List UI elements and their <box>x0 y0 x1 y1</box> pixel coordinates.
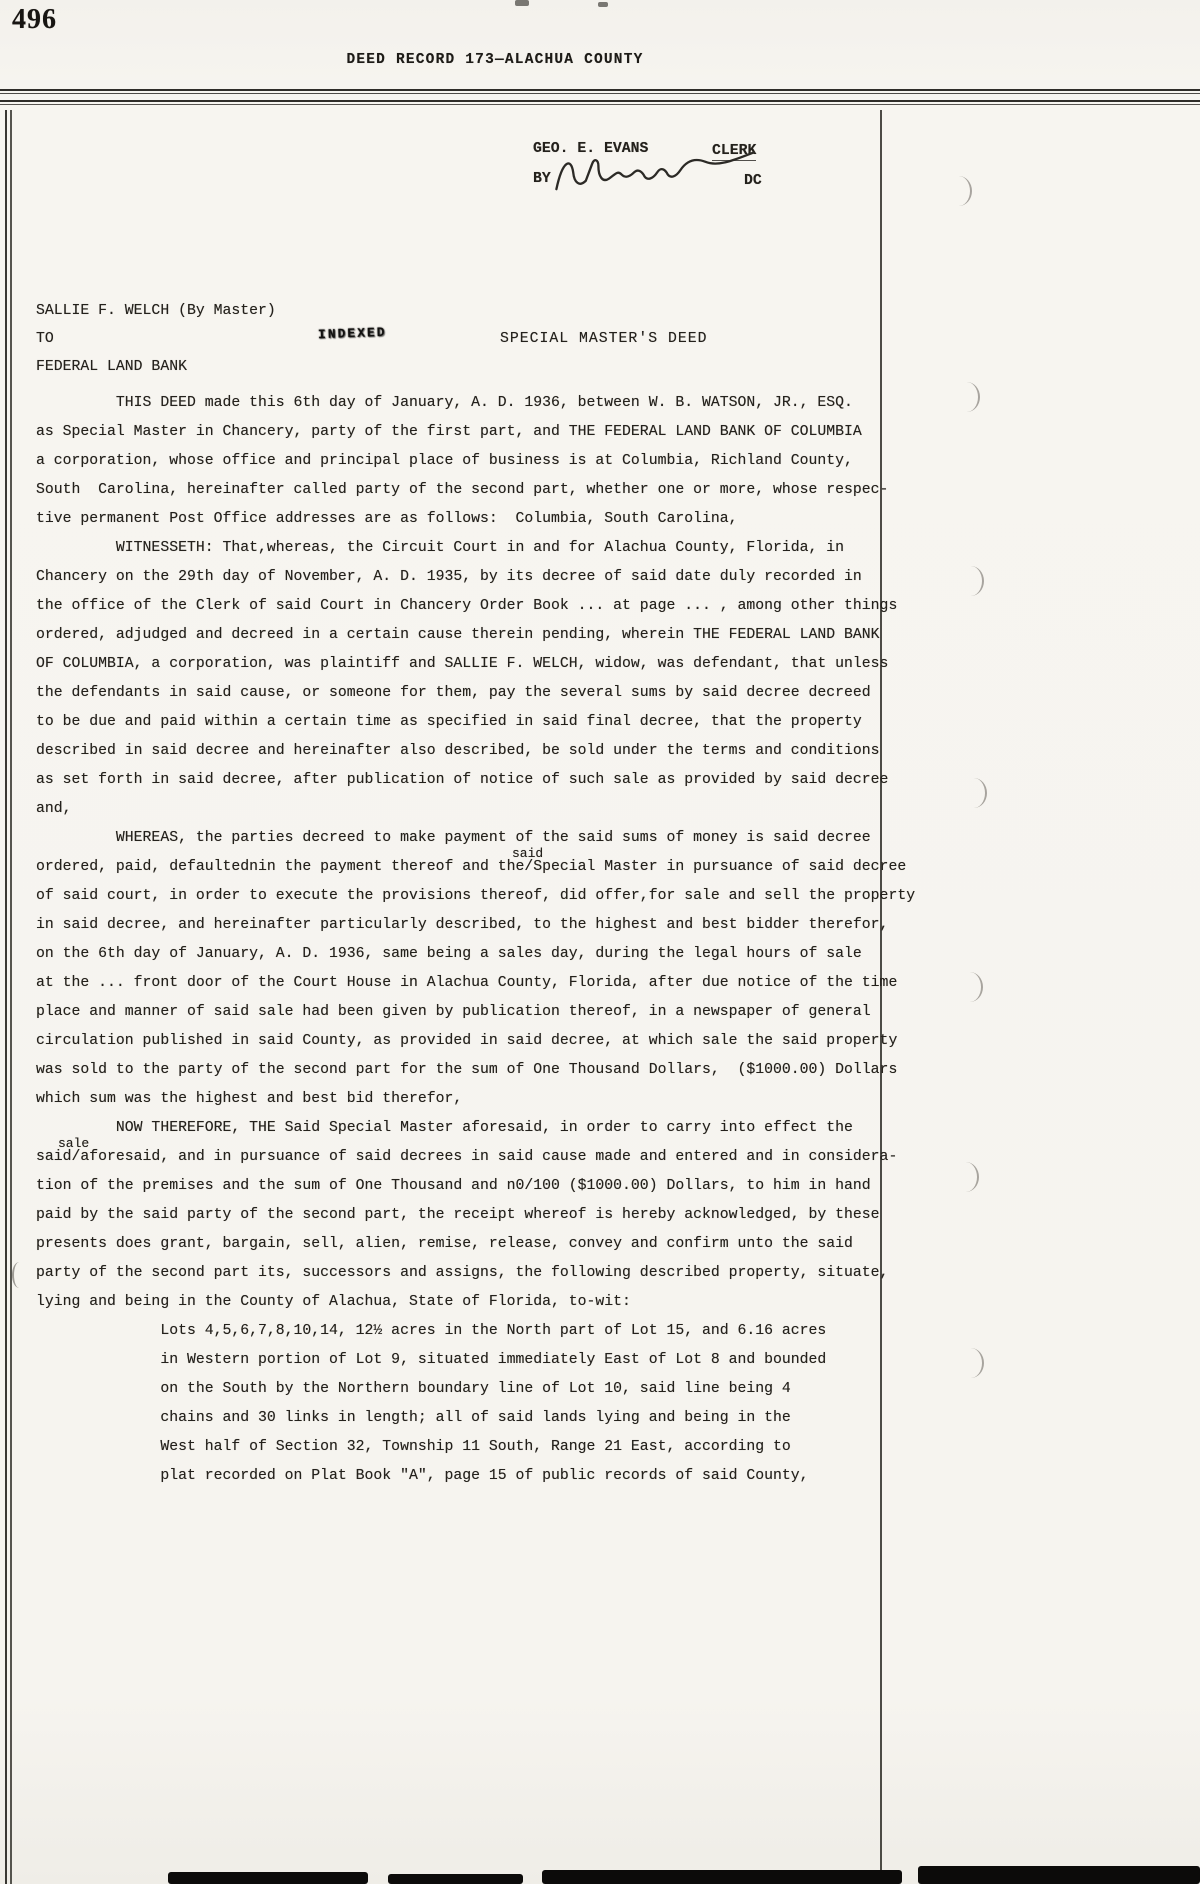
body-line: WHEREAS, the parties decreed to make payment of the said sums of money is said decree <box>36 830 871 846</box>
header-rule-bottom <box>0 100 1200 102</box>
header-rule-bottom-thin <box>0 104 1200 105</box>
to-label: TO <box>36 331 54 347</box>
body-line: West half of Section 32, Township 11 South, Range 21 East, according to <box>36 1439 791 1455</box>
body-line: of said court, in order to execute the provisions thereof, did offer,for sale and sell the property <box>36 888 916 904</box>
scan-edge-shadow <box>388 1874 523 1884</box>
interlineation-sale: sale <box>58 1136 90 1151</box>
body-line: party of the second part its, successors and assigns, the following described property, situate, <box>36 1265 889 1281</box>
body-line: presents does grant, bargain, sell, alien, remise, release, convey and confirm unto the said <box>36 1236 853 1252</box>
body-line: described in said decree and hereinafter also described, be sold under the terms and conditions <box>36 743 880 759</box>
page-header-title: DEED RECORD 173—ALACHUA COUNTY <box>346 52 644 68</box>
instrument-title: SPECIAL MASTER'S DEED <box>500 331 708 347</box>
clerk-name: GEO. E. EVANS <box>533 141 649 157</box>
body-line: and, <box>36 801 72 817</box>
header-rule-top <box>0 89 1200 91</box>
scan-edge-shadow <box>168 1872 368 1884</box>
interlineation-said: said <box>512 846 544 861</box>
scan-artifact-curl <box>962 566 984 596</box>
body-line: the office of the Clerk of said Court in Chancery Order Book ... at page ... , among other things <box>36 598 898 614</box>
page-number: 496 <box>12 4 57 35</box>
scan-edge-shadow <box>918 1866 1200 1884</box>
body-line: ordered, paid, defaultednin the payment thereof and the/Special Master in pursuance of said decree <box>36 859 907 875</box>
indexed-stamp: INDEXED <box>317 324 387 343</box>
body-line: tive permanent Post Office addresses are as follows: Columbia, South Carolina, <box>36 511 738 527</box>
left-margin-rule-inner <box>10 110 12 1884</box>
left-margin-rule-outer <box>5 110 7 1884</box>
deputy-clerk-initials: DC <box>744 173 762 189</box>
body-line: tion of the premises and the sum of One Thousand and n0/100 ($1000.00) Dollars, to him in hand <box>36 1178 871 1194</box>
body-line: place and manner of said sale had been given by publication thereof, in a newspaper of general <box>36 1004 871 1020</box>
scan-artifact-curl <box>957 1162 979 1192</box>
body-line: on the 6th day of January, A. D. 1936, same being a sales day, during the legal hours of sale <box>36 946 862 962</box>
clerk-title-label: CLERK <box>712 143 757 159</box>
body-line: THIS DEED made this 6th day of January, A. D. 1936, between W. B. WATSON, JR., ESQ. <box>36 395 853 411</box>
body-line: in said decree, and hereinafter particularly described, to the highest and best bidder therefor, <box>36 917 889 933</box>
body-line: chains and 30 links in length; all of said lands lying and being in the <box>36 1410 791 1426</box>
scan-artifact-curl <box>12 1262 24 1288</box>
scan-edge-shadow <box>542 1870 902 1884</box>
body-line: as set forth in said decree, after publication of notice of such sale as provided by said decree <box>36 772 889 788</box>
body-line: to be due and paid within a certain time as specified in said final decree, that the property <box>36 714 862 730</box>
grantor-name: SALLIE F. WELCH (By Master) <box>36 303 276 319</box>
body-line: a corporation, whose office and principal place of business is at Columbia, Richland County, <box>36 453 853 469</box>
body-line: South Carolina, hereinafter called party of the second part, whether one or more, whose respec- <box>36 482 889 498</box>
body-line: at the ... front door of the Court House in Alachua County, Florida, after due notice of the time <box>36 975 898 991</box>
scan-artifact-curl <box>961 972 983 1002</box>
scan-smudge <box>598 2 608 7</box>
body-line: as Special Master in Chancery, party of the first part, and THE FEDERAL LAND BANK OF COLUMBIA <box>36 424 862 440</box>
body-line: paid by the said party of the second part, the receipt whereof is hereby acknowledged, by these <box>36 1207 880 1223</box>
body-line: WITNESSETH: That,whereas, the Circuit Court in and for Alachua County, Florida, in <box>36 540 845 556</box>
body-line: plat recorded on Plat Book "A", page 15 of public records of said County, <box>36 1468 809 1484</box>
body-line: the defendants in said cause, or someone for them, pay the several sums by said decree decreed <box>36 685 871 701</box>
deed-body-text <box>36 389 956 1491</box>
body-line: OF COLUMBIA, a corporation, was plaintiff and SALLIE F. WELCH, widow, was defendant, that unless <box>36 656 889 672</box>
body-line: ordered, adjudged and decreed in a certain cause therein pending, wherein THE FEDERAL LAND BANK <box>36 627 880 643</box>
scan-artifact-curl <box>962 1348 984 1378</box>
grantee-name: FEDERAL LAND BANK <box>36 359 187 375</box>
clerk-by-label: BY <box>533 171 551 187</box>
body-line: on the South by the Northern boundary line of Lot 10, said line being 4 <box>36 1381 791 1397</box>
body-line: circulation published in said County, as provided in said decree, at which sale the said property <box>36 1033 898 1049</box>
deputy-clerk-signature <box>548 148 758 203</box>
body-line: said/aforesaid, and in pursuance of said decrees in said cause made and entered and in considera- <box>36 1149 898 1165</box>
body-line: NOW THEREFORE, THE Said Special Master aforesaid, in order to carry into effect the <box>36 1120 853 1136</box>
body-line: in Western portion of Lot 9, situated immediately East of Lot 8 and bounded <box>36 1352 827 1368</box>
body-line: which sum was the highest and best bid therefor, <box>36 1091 463 1107</box>
body-line: was sold to the party of the second part for the sum of One Thousand Dollars, ($1000.00) Dollars <box>36 1062 898 1078</box>
scan-artifact-curl <box>950 176 972 206</box>
scan-smudge <box>515 0 529 6</box>
scan-artifact-curl <box>958 382 980 412</box>
scan-artifact-curl <box>965 778 987 808</box>
body-line: Chancery on the 29th day of November, A. D. 1935, by its decree of said date duly recorded in <box>36 569 862 585</box>
body-line: Lots 4,5,6,7,8,10,14, 12½ acres in the North part of Lot 15, and 6.16 acres <box>36 1323 827 1339</box>
body-line: lying and being in the County of Alachua, State of Florida, to-wit: <box>36 1294 631 1310</box>
header-rule-top-thin <box>0 93 1200 94</box>
